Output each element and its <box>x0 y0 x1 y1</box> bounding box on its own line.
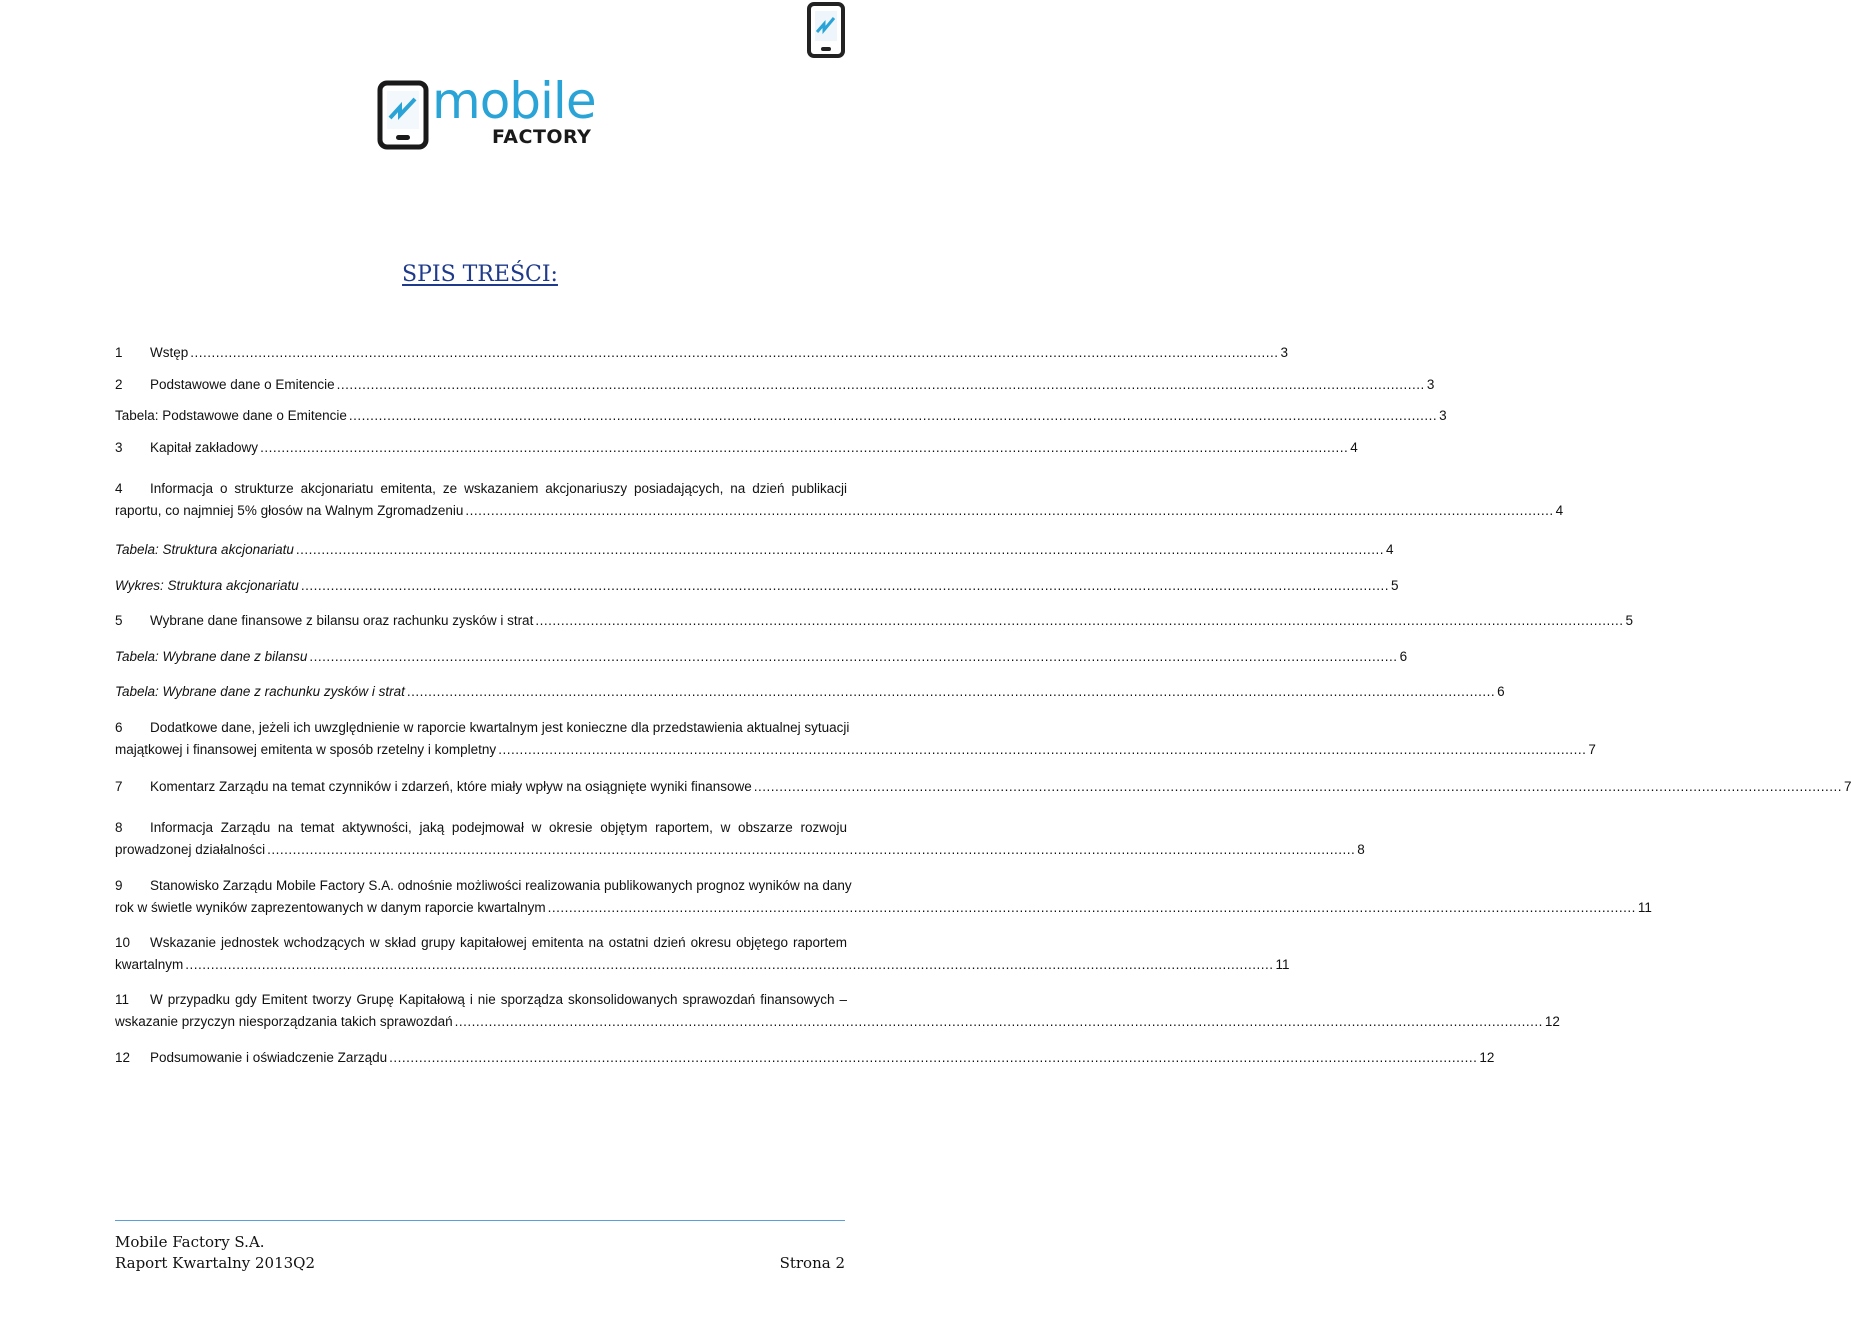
toc-page-number: 7 <box>1843 779 1851 794</box>
toc-entry[interactable] <box>115 681 1505 703</box>
toc-leader-dots <box>754 776 1842 798</box>
toc-entry-number: 7 <box>115 779 123 794</box>
toc-entry-number: 11 <box>115 992 130 1007</box>
toc-leader-dots <box>548 897 1636 919</box>
toc-entry-title: rok w świetle wyników zaprezentowanych w danym raporcie kwartalnym <box>115 900 546 915</box>
toc-entry-title: Kapitał zakładowy <box>150 440 259 455</box>
page-footer <box>115 1232 845 1274</box>
toc-line <box>115 1011 1560 1033</box>
toc-entry-title: Stanowisko Zarządu Mobile Factory S.A. odnośnie możliwości realizowania publikowanych prognoz wyników na dany <box>150 878 852 893</box>
toc-leader-dots <box>309 646 1397 668</box>
toc-entry[interactable] <box>115 539 1394 561</box>
toc-entry-title: wskazanie przyczyn niesporządzania takich sprawozdań <box>115 1014 453 1029</box>
logo-word: mobile <box>432 72 596 130</box>
toc-leader-dots <box>337 374 1425 396</box>
toc-page-number: 11 <box>1275 957 1290 972</box>
toc-line <box>115 989 847 1011</box>
toc-entry-title: Komentarz Zarządu na temat czynników i zdarzeń, które miały wpływ na osiągnięte wyniki finansowe <box>150 779 752 794</box>
toc-entry-title: Wskazanie jednostek wchodzących w skład grupy kapitałowej emitenta na ostatni dzień okresu objętego raportem <box>150 935 847 950</box>
toc-page-number: 7 <box>1588 742 1596 757</box>
toc-page-number: 4 <box>1555 503 1564 518</box>
toc-leader-dots <box>301 575 1389 597</box>
toc-line <box>115 1047 1495 1069</box>
toc-page-number: 11 <box>1637 900 1652 915</box>
toc-leader-dots <box>260 437 1348 459</box>
toc-entry[interactable] <box>115 932 1290 976</box>
mobile-factory-logo <box>376 72 596 150</box>
toc-entry[interactable] <box>115 1047 1495 1069</box>
toc-page-number: 12 <box>1544 1014 1560 1029</box>
toc-page-number: 6 <box>1399 649 1408 664</box>
toc-entry-number: 1 <box>115 345 123 360</box>
toc-leader-dots <box>389 1047 1477 1069</box>
toc-page-number: 4 <box>1350 440 1358 455</box>
toc-entry-number: 10 <box>115 935 131 950</box>
footer-company: Mobile Factory S.A. <box>115 1233 265 1251</box>
toc-entry-title: majątkowej i finansowej emitenta w sposób rzetelny i kompletny <box>115 742 497 757</box>
toc-entry[interactable] <box>115 478 1564 522</box>
toc-line <box>115 897 1652 919</box>
toc-entry[interactable] <box>115 989 1560 1033</box>
toc-entry[interactable] <box>115 646 1408 668</box>
toc-entry[interactable] <box>115 875 1652 919</box>
toc-line <box>115 875 852 897</box>
toc-entry[interactable] <box>115 717 1596 761</box>
toc-entry-number: 2 <box>115 377 123 392</box>
toc-leader-dots <box>465 500 1553 522</box>
footer-report: Raport Kwartalny 2013Q2 <box>115 1254 316 1272</box>
toc-entry-number: 4 <box>115 481 123 496</box>
toc-line <box>115 739 1596 761</box>
toc-line <box>115 932 847 954</box>
toc-leader-dots <box>185 954 1273 976</box>
toc-entry-number: 6 <box>115 720 123 735</box>
toc-entry-title: Podstawowe dane o Emitencie <box>150 377 335 392</box>
toc-page-number: 3 <box>1280 345 1288 360</box>
phone-logo-icon <box>376 80 432 150</box>
logo-subtitle: FACTORY <box>492 126 592 148</box>
toc-leader-dots <box>190 342 1278 364</box>
toc-entry-title: Podsumowanie i oświadczenie Zarządu <box>150 1050 388 1065</box>
toc-leader-dots <box>349 405 1437 427</box>
toc-page-number: 8 <box>1357 842 1365 857</box>
toc-entry-title: Tabela: Wybrane dane z bilansu <box>115 649 308 664</box>
toc-page-number: 3 <box>1439 408 1447 423</box>
toc-entry-title: Informacja o strukturze akcjonariatu emitenta, ze wskazaniem akcjonariuszy posiadających, na dzień publikacji <box>150 481 847 496</box>
toc-entry-title: Tabela: Struktura akcjonariatu <box>115 542 294 557</box>
toc-leader-dots <box>535 610 1623 632</box>
toc-page-number: 5 <box>1391 578 1399 593</box>
toc-entry-number: 12 <box>115 1050 131 1065</box>
toc-entry[interactable] <box>115 776 1851 798</box>
toc-entry-title: Informacja Zarządu na temat aktywności, jaką podejmował w okresie objętym raportem, w obszarze rozwoju <box>150 820 847 835</box>
toc-line <box>115 817 847 839</box>
toc-page-number: 5 <box>1625 613 1634 628</box>
toc-entry-number: 8 <box>115 820 123 835</box>
toc-entry-title: Wstęp <box>150 345 189 360</box>
toc-line <box>115 539 1394 561</box>
toc-line <box>115 839 1365 861</box>
toc-line <box>115 374 1435 396</box>
toc-entry[interactable] <box>115 817 1365 861</box>
toc-line <box>115 478 847 500</box>
toc-entry-title: Dodatkowe dane, jeżeli ich uwzględnienie w raporcie kwartalnym jest konieczne dla przedstawienia aktualnej sytuacji <box>150 720 850 735</box>
toc-page-number: 12 <box>1479 1050 1495 1065</box>
toc-line <box>115 405 1447 427</box>
toc-entry-title: Tabela: Wybrane dane z rachunku zysków i strat <box>115 684 405 699</box>
toc-entry-number: 9 <box>115 878 123 893</box>
toc-line <box>115 776 1851 798</box>
footer-divider <box>115 1220 845 1221</box>
toc-entry-title: prowadzonej działalności <box>115 842 266 857</box>
toc-leader-dots <box>407 681 1495 703</box>
toc-entry-title: kwartalnym <box>115 957 184 972</box>
toc-entry[interactable] <box>115 342 1288 364</box>
toc-leader-dots <box>498 739 1586 761</box>
toc-entry-title: W przypadku gdy Emitent tworzy Grupę Kapitałową i nie sporządza skonsolidowanych sprawozdań finansowych – <box>150 992 847 1007</box>
toc-leader-dots <box>455 1011 1543 1033</box>
toc-entry-title: Wybrane dane finansowe z bilansu oraz rachunku zysków i strat <box>150 613 534 628</box>
toc-line <box>115 437 1358 459</box>
toc-line <box>115 500 1564 522</box>
toc-entry[interactable] <box>115 437 1358 459</box>
toc-entry[interactable] <box>115 374 1435 396</box>
toc-entry[interactable] <box>115 405 1447 427</box>
toc-entry[interactable] <box>115 610 1634 632</box>
toc-line <box>115 342 1288 364</box>
toc-line <box>115 954 1290 976</box>
corner-phone-logo-icon <box>806 2 846 58</box>
toc-title: SPIS TREŚCI: <box>402 262 558 287</box>
toc-entry-title: Wykres: Struktura akcjonariatu <box>115 578 299 593</box>
toc-page-number: 4 <box>1386 542 1394 557</box>
toc-page-number: 6 <box>1497 684 1505 699</box>
toc-entry-title: raportu, co najmniej 5% głosów na Walnym Zgromadzeniu <box>115 503 464 518</box>
toc-line <box>115 646 1408 668</box>
toc-leader-dots <box>267 839 1355 861</box>
toc-entry-title: Tabela: Podstawowe dane o Emitencie <box>115 408 347 423</box>
toc-line <box>115 681 1505 703</box>
footer-page-number: Strona 2 <box>779 1254 845 1272</box>
toc-entry-number: 5 <box>115 613 123 628</box>
toc-page-number: 3 <box>1426 377 1435 392</box>
toc-line <box>115 610 1634 632</box>
toc-leader-dots <box>296 539 1384 561</box>
toc-entry[interactable] <box>115 575 1399 597</box>
toc-entry-number: 3 <box>115 440 123 455</box>
toc-line <box>115 717 850 739</box>
toc-line <box>115 575 1399 597</box>
